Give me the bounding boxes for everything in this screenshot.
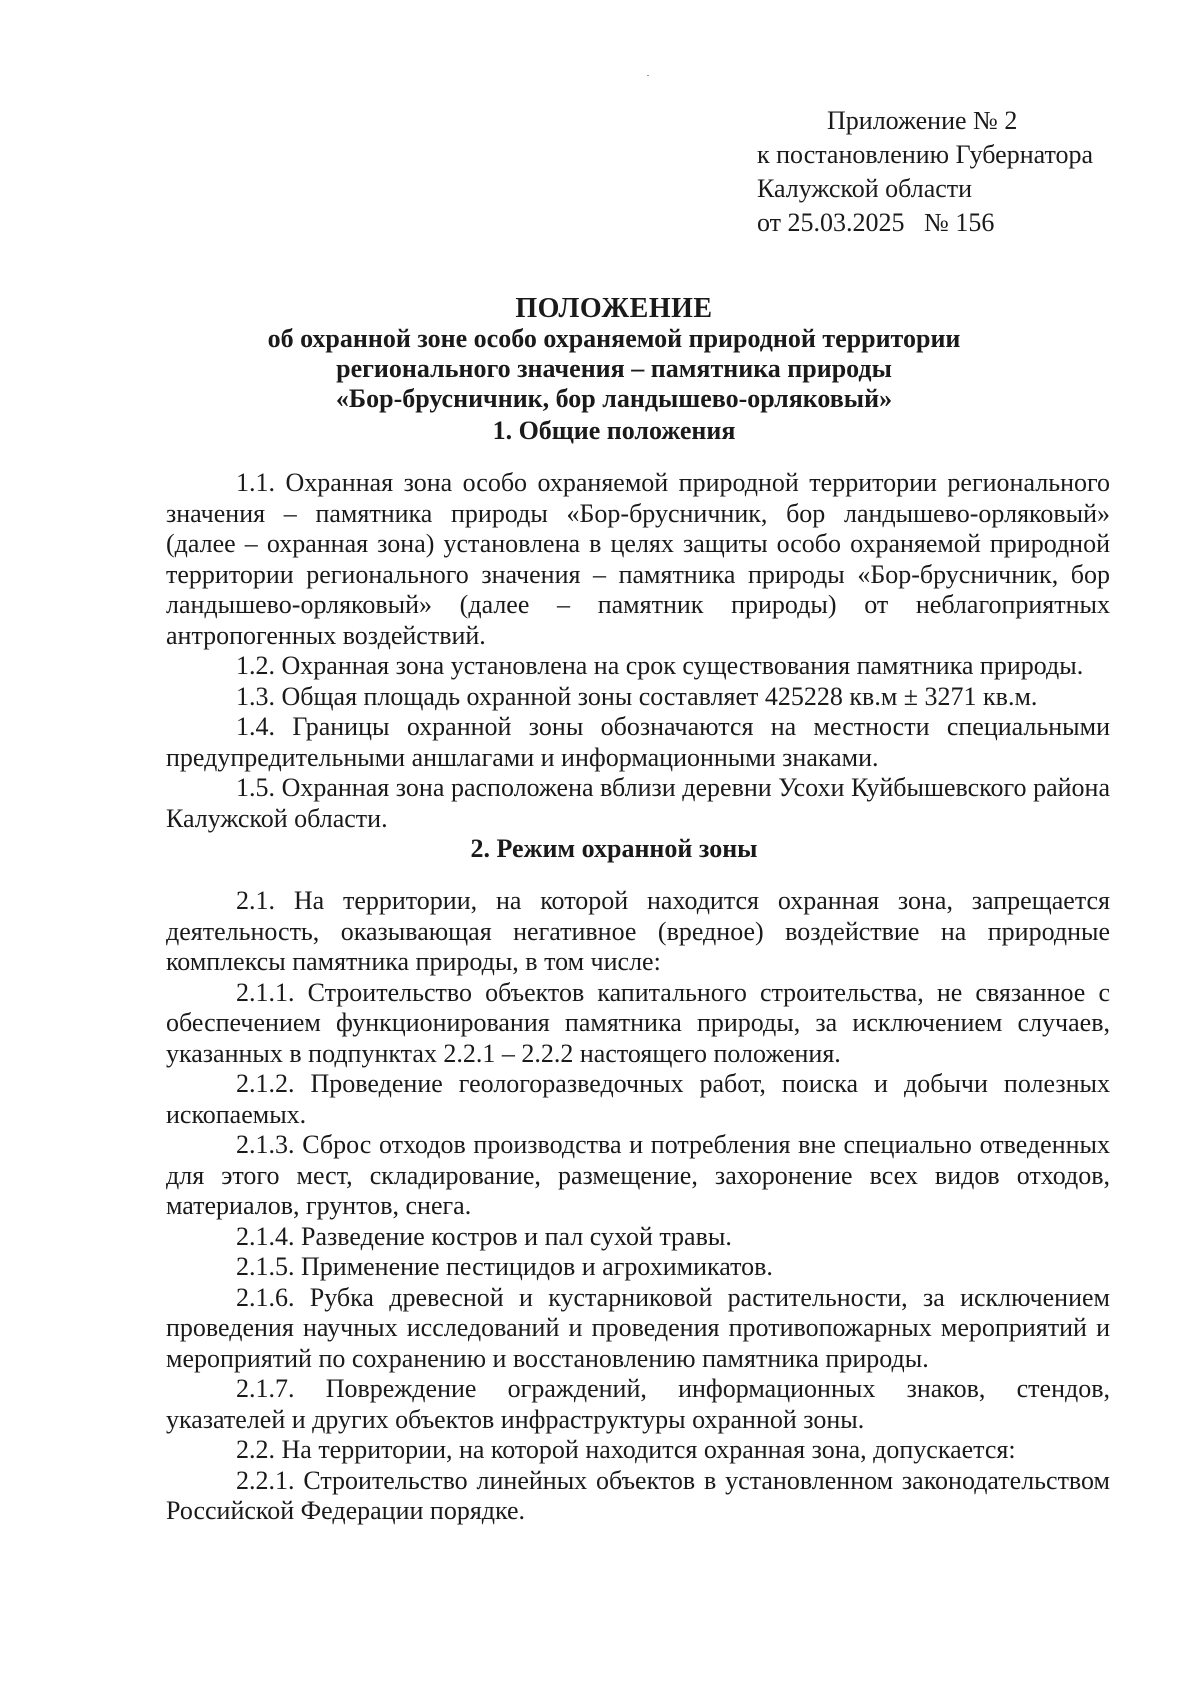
section-1-heading: 1. Общие положения (492, 416, 736, 445)
document-subtitle-line-2: регионального значения – памятника природы (336, 354, 892, 383)
section-2-heading-wrap (0, 834, 1200, 864)
appendix-number: Приложение № 2 (827, 106, 1018, 135)
paragraph-1-1: 1.1. Охранная зона особо охраняемой природной территории регионального значения – памятника природы «Бор-брусничник, бор ландышево-орляковый» (далее – охранная зона) установлена в целях защиты особо охраняемой природной территории регионального значения – памятника природы «Бор-брусничник, бор ландышево-орляковый» (далее – памятник природы) от неблагоприятных антропогенных воздействий. (166, 468, 1110, 650)
appendix-block (757, 104, 1093, 240)
paragraph-2-1-3: 2.1.3. Сброс отходов производства и потребления вне специально отведенных для этого мест, складирование, размещение, захоронение всех видов отходов, материалов, грунтов, снега. (166, 1130, 1110, 1220)
paragraph-2-2: 2.2. На территории, на которой находится охранная зона, допускается: (236, 1435, 1016, 1464)
paragraph-1-2: 1.2. Охранная зона установлена на срок существования памятника природы. (236, 651, 1084, 680)
paragraph-1-5: 1.5. Охранная зона расположена вблизи деревни Усохи Куйбышевского района Калужской области. (166, 773, 1110, 833)
appendix-resolution: к постановлению Губернатора (757, 140, 1094, 169)
paragraph-2-1: 2.1. На территории, на которой находится охранная зона, запрещается деятельность, оказывающая негативное (вредное) воздействие на природные комплексы памятника природы, в том числе: (166, 886, 1110, 976)
paragraph-2-1-2: 2.1.2. Проведение геологоразведочных работ, поиска и добычи полезных ископаемых. (166, 1069, 1110, 1129)
document-subtitle-line-3: «Бор-брусничник, бор ландышево-орляковый» (335, 384, 893, 413)
scan-speck (647, 75, 649, 76)
section-2-body (166, 886, 1110, 1527)
paragraph-2-1-7: 2.1.7. Повреждение ограждений, информационных знаков, стендов, указателей и других объектов инфраструктуры охранной зоны. (166, 1374, 1110, 1434)
paragraph-2-2-1: 2.2.1. Строительство линейных объектов в установленном законодательством Российской Федерации порядке. (166, 1465, 1110, 1525)
section-1-body (166, 468, 1110, 834)
section-1-heading-wrap (0, 416, 1200, 446)
paragraph-2-1-5: 2.1.5. Применение пестицидов и агрохимикатов. (236, 1252, 773, 1281)
paragraph-1-3: 1.3. Общая площадь охранной зоны составляет 425228 кв.м ± 3271 кв.м. (236, 681, 1038, 711)
paragraph-2-1-4: 2.1.4. Разведение костров и пал сухой травы. (236, 1221, 732, 1251)
document-subtitle-line-1: об охранной зоне особо охраняемой природной территории (267, 324, 961, 353)
document-title: ПОЛОЖЕНИЕ (515, 293, 713, 324)
appendix-date-number: от 25.03.2025 № 156 (757, 208, 995, 237)
paragraph-1-4: 1.4. Границы охранной зоны обозначаются на местности специальными предупредительными аншлагами и информационными знаками. (166, 712, 1110, 772)
section-2-heading: 2. Режим охранной зоны (470, 834, 758, 863)
appendix-region: Калужской области (757, 174, 973, 203)
paragraph-2-1-6: 2.1.6. Рубка древесной и кустарниковой растительности, за исключением проведения научных исследований и проведения противопожарных мероприятий и мероприятий по сохранению и восстановлению памятника природы. (166, 1282, 1110, 1373)
document-title-block (0, 294, 1200, 414)
paragraph-2-1-1: 2.1.1. Строительство объектов капитального строительства, не связанное с обеспечением функционирования памятника природы, за исключением случаев, указанных в подпунктах 2.2.1 – 2.2.2 настоящего положения. (166, 977, 1110, 1068)
